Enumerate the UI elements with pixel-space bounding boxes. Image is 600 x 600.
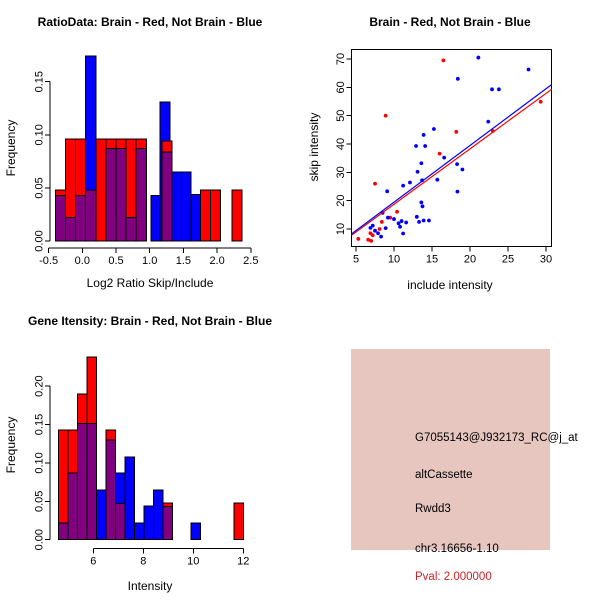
svg-text:8: 8 bbox=[140, 555, 147, 568]
svg-text:-0.5: -0.5 bbox=[39, 255, 59, 267]
scatter-xlabel: include intensity bbox=[407, 278, 493, 292]
chromosome-text: chr3.16656-1.10 bbox=[415, 543, 499, 555]
svg-text:5: 5 bbox=[352, 253, 360, 266]
scatter-title: Brain - Red, Not Brain - Blue bbox=[369, 15, 531, 29]
svg-text:0.15: 0.15 bbox=[33, 413, 46, 436]
svg-text:0.05: 0.05 bbox=[33, 490, 46, 513]
svg-text:60: 60 bbox=[335, 81, 348, 94]
ratio-histogram-ylabel: Frequency bbox=[4, 119, 18, 177]
pval-text: Pval: 2.000000 bbox=[415, 571, 492, 583]
svg-text:10: 10 bbox=[335, 222, 348, 236]
panel-ratio-histogram bbox=[0, 0, 300, 300]
ratio-histogram-xlabel: Log2 Ratio Skip/Include bbox=[86, 276, 214, 290]
svg-text:1.0: 1.0 bbox=[142, 255, 158, 267]
ratio-histogram-plot bbox=[0, 0, 300, 300]
svg-text:30: 30 bbox=[539, 253, 553, 266]
svg-text:70: 70 bbox=[335, 52, 348, 66]
svg-text:2.0: 2.0 bbox=[209, 255, 225, 267]
svg-text:30: 30 bbox=[335, 166, 348, 179]
svg-text:1.5: 1.5 bbox=[175, 255, 192, 267]
svg-text:50: 50 bbox=[335, 109, 348, 122]
svg-text:2.5: 2.5 bbox=[243, 255, 259, 267]
svg-text:0.5: 0.5 bbox=[108, 255, 124, 267]
panel-gene-histogram bbox=[0, 300, 300, 600]
svg-text:20: 20 bbox=[335, 194, 348, 207]
panel-gene-info bbox=[300, 300, 600, 600]
svg-text:12: 12 bbox=[237, 555, 250, 568]
gene-histogram-title: Gene Itensity: Brain - Red, Not Brain - Blue bbox=[27, 314, 273, 328]
gene-name-text: Rwdd3 bbox=[415, 503, 451, 515]
probe-id-text: G7055143@J932173_RC@j_at bbox=[415, 432, 578, 444]
svg-text:0.15: 0.15 bbox=[33, 70, 46, 93]
svg-text:25: 25 bbox=[501, 253, 515, 266]
svg-text:0.05: 0.05 bbox=[33, 177, 46, 199]
svg-text:0.00: 0.00 bbox=[33, 528, 46, 551]
scatter-ylabel: skip intensity bbox=[307, 112, 321, 182]
panel-scatter bbox=[300, 0, 600, 300]
scatter-plot bbox=[300, 0, 600, 300]
svg-text:0.10: 0.10 bbox=[33, 124, 46, 146]
gene-histogram-xlabel: Intensity bbox=[127, 579, 173, 593]
svg-text:0.20: 0.20 bbox=[33, 375, 46, 397]
svg-text:10: 10 bbox=[387, 253, 401, 266]
svg-text:0.10: 0.10 bbox=[33, 452, 46, 474]
gene-histogram-ylabel: Frequency bbox=[4, 416, 18, 474]
svg-text:40: 40 bbox=[335, 137, 348, 151]
svg-text:6: 6 bbox=[90, 555, 97, 568]
svg-text:10: 10 bbox=[187, 555, 200, 568]
svg-text:15: 15 bbox=[425, 253, 439, 266]
svg-text:0.0: 0.0 bbox=[74, 255, 90, 267]
svg-text:20: 20 bbox=[463, 253, 477, 266]
gene-info-box bbox=[351, 349, 578, 583]
svg-text:0.00: 0.00 bbox=[33, 230, 46, 252]
gene-histogram-plot bbox=[0, 300, 300, 600]
splice-type-text: altCassette bbox=[415, 469, 473, 481]
ratio-histogram-title: RatioData: Brain - Red, Not Brain - Blue bbox=[37, 15, 263, 29]
